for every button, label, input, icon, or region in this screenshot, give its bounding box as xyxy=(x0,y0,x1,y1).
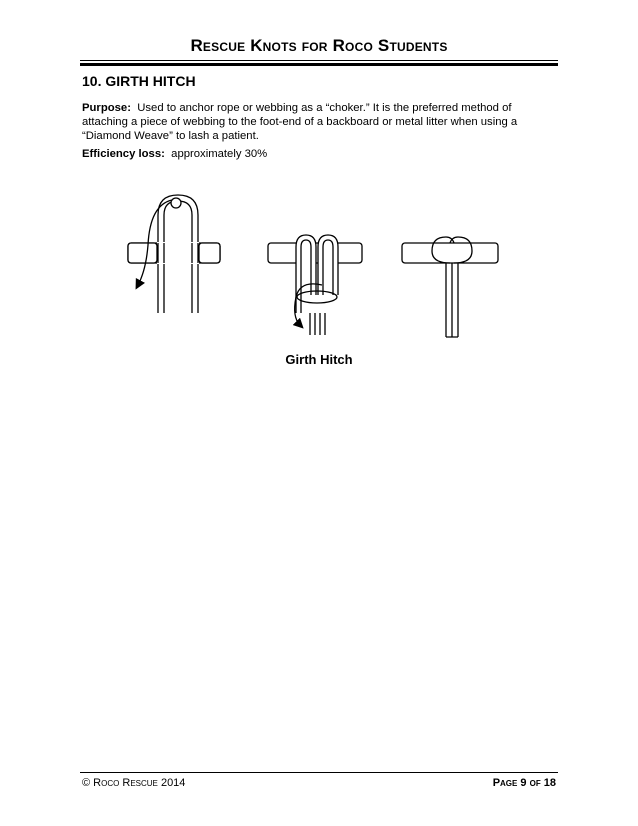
purpose-text: Used to anchor rope or webbing as a “choker.” It is the preferred method of attaching a piece of webbing to the foot-end of a backboard or metal litter when using a “Diamond Weave” to lash a patient. xyxy=(82,102,518,142)
girth-hitch-illustration xyxy=(110,185,510,345)
efficiency-label: Efficiency loss: xyxy=(82,148,165,160)
knot-step-3 xyxy=(402,237,498,337)
efficiency-text: approximately 30% xyxy=(171,148,268,160)
page-header-title: Rescue Knots for Roco Students xyxy=(190,36,448,55)
section-title: 10. GIRTH HITCH xyxy=(82,73,196,89)
header-rule xyxy=(80,60,558,61)
bar-3 xyxy=(402,243,498,263)
header-rule-thick xyxy=(80,63,558,66)
knot-step-2 xyxy=(268,235,362,335)
figure-caption: Girth Hitch xyxy=(285,352,353,367)
webbing-loop-2b xyxy=(318,235,338,295)
knot-step-1 xyxy=(128,195,220,313)
footer-rule xyxy=(80,772,558,773)
purpose-label: Purpose: xyxy=(82,102,131,114)
webbing-end-1 xyxy=(171,198,181,208)
footer-page-number: Page 9 of 18 xyxy=(492,777,556,789)
efficiency-paragraph xyxy=(82,148,267,160)
footer-copyright: © Roco Rescue 2014 xyxy=(82,777,186,789)
purpose-paragraph xyxy=(82,101,552,143)
webbing-standing-3 xyxy=(446,263,458,337)
webbing-loop-2a xyxy=(296,235,316,313)
